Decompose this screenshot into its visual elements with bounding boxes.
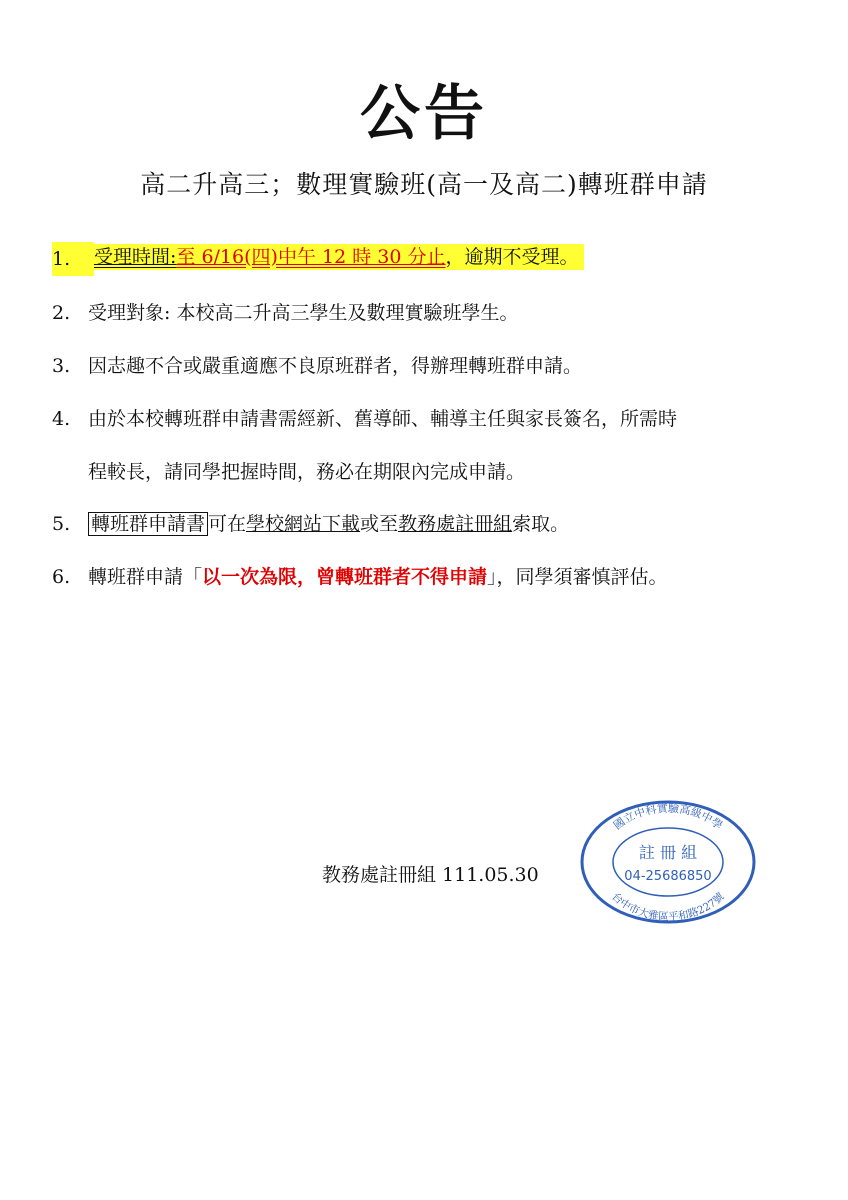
list-item: 5. 轉班群申請書 可在學校網站下載或至教務處註冊組索取。 xyxy=(52,509,812,539)
item-text: 由於本校轉班群申請書需經新、舊導師、輔導主任與家長簽名，所需時 xyxy=(88,408,678,430)
item-number: 6. xyxy=(52,566,71,588)
item-number: 2. xyxy=(52,302,71,324)
item-text: 受理對象: 本校高二升高三學生及數理實驗班學生。 xyxy=(88,302,519,324)
item-number: 4. xyxy=(52,408,71,430)
list-item xyxy=(52,404,812,434)
list-item xyxy=(52,242,812,276)
item-number: 1. xyxy=(52,242,94,276)
deadline-note: ，逾期不受理。 xyxy=(445,246,579,268)
item-number: 5. xyxy=(52,513,71,535)
deadline-value: 至 6/16(四)中午 12 時 30 分止 xyxy=(176,246,446,268)
restriction-text: 以一次為限，曾轉班群者不得申請 xyxy=(202,566,488,588)
deadline-label: 受理時間: xyxy=(94,246,177,268)
website-download-link[interactable]: 學校網站下載 xyxy=(246,513,361,535)
item-text: 因志趣不合或嚴重適應不良原班群者，得辦理轉班群申請。 xyxy=(88,355,583,377)
issuer-date: 教務處註冊組 111.05.30 xyxy=(322,864,539,886)
application-form-label: 轉班群申請書 xyxy=(88,512,208,536)
list-item xyxy=(52,298,812,328)
registry-office-label: 教務處註冊組 xyxy=(398,513,513,535)
list-item: 6. 轉班群申請「以一次為限，曾轉班群者不得申請」，同學須審慎評估。 xyxy=(52,562,812,592)
page-title: 公告 xyxy=(360,79,488,149)
notice-list xyxy=(52,242,812,592)
item-text-continuation: 程較長，請同學把握時間，務必在期限內完成申請。 xyxy=(88,461,526,483)
page-subtitle: 高二升高三；數理實驗班(高一及高二)轉班群申請 xyxy=(140,170,708,199)
office-seal-stamp xyxy=(578,798,758,926)
item-number: 3. xyxy=(52,355,71,377)
seal-office-name: 註 冊 組 xyxy=(638,843,698,862)
list-item xyxy=(52,351,812,381)
seal-school-name: 國立中科實驗高級中學 xyxy=(611,801,725,833)
seal-address: 台中市大雅區平和路227號 xyxy=(609,890,727,924)
seal-phone: 04-25686850 xyxy=(624,869,712,884)
